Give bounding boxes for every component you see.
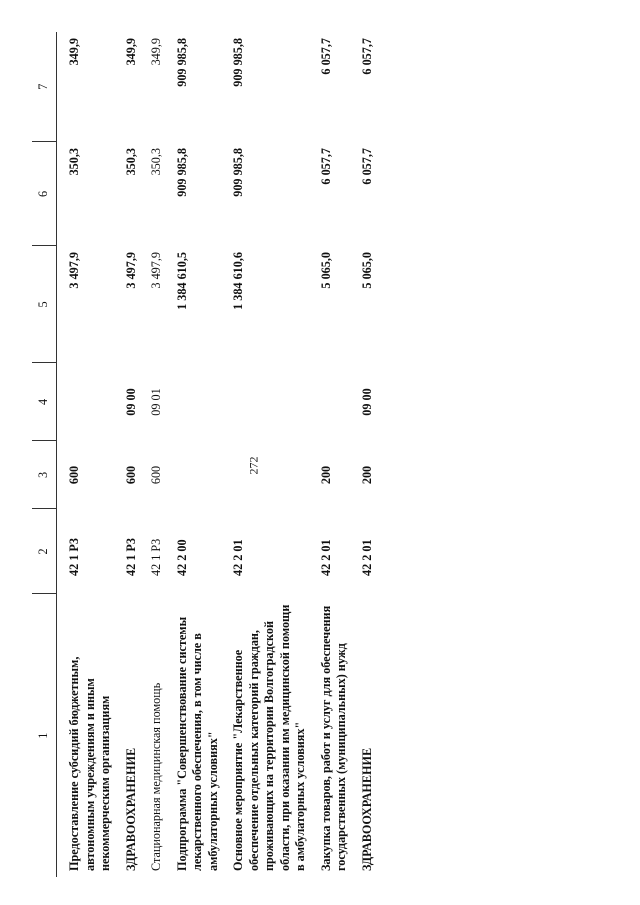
column-header: 5 [32, 246, 57, 363]
row-name: Подпрограмма "Совершенствование системы лекарственного обеспечения, в том числе в амбулаторных условиях" [174, 616, 220, 871]
row-csr: 42 2 01 [359, 539, 374, 576]
row-csr: 42 1 Р3 [123, 538, 138, 576]
budget-table [32, 32, 375, 877]
table-row [231, 32, 309, 877]
row-value-7: 349,9 [123, 38, 138, 66]
table-row [360, 32, 376, 877]
table-row [175, 32, 222, 877]
rotated-sheet [32, 32, 607, 877]
row-rzpr: 09 01 [149, 388, 163, 416]
row-value-7: 349,9 [149, 38, 163, 66]
row-csr: 42 1 Р3 [149, 538, 163, 576]
table-row [67, 32, 114, 877]
row-name: ЗДРАВООХРАНЕНИЕ [359, 747, 374, 871]
row-value-5: 5 065,0 [359, 252, 374, 289]
row-value-5: 1 384 610,6 [231, 252, 245, 310]
row-value-7: 349,9 [67, 38, 81, 66]
row-rzpr [67, 363, 114, 441]
table-body [57, 32, 376, 877]
row-value-5: 3 497,9 [123, 252, 138, 289]
row-value-7: 6 057,7 [359, 38, 374, 75]
column-header: 4 [32, 363, 57, 441]
row-value-6: 909 985,8 [231, 148, 245, 197]
column-header: 1 [32, 594, 57, 877]
row-vr: 200 [318, 465, 333, 485]
row-vr: 600 [149, 465, 163, 485]
row-name: Основное мероприятие "Лекарственное обеспечение отдельных категорий граждан, проживающих на территории Волгоградской области, при оказании им медицинской помощи в амбулаторных условиях" [231, 604, 307, 871]
row-rzpr [231, 363, 309, 441]
row-name: Закупка товаров, работ и услуг для обеспечения государственных (муниципальных) нужд [318, 605, 348, 871]
row-rzpr [319, 363, 350, 441]
row-name: ЗДРАВООХРАНЕНИЕ [123, 747, 138, 871]
row-value-7: 909 985,8 [231, 38, 245, 87]
row-csr: 42 2 00 [174, 539, 189, 576]
column-number-row [32, 32, 57, 877]
row-csr: 42 1 Р3 [67, 538, 81, 576]
row-value-7: 909 985,8 [174, 38, 189, 87]
row-vr: 600 [67, 465, 81, 485]
row-value-6: 6 057,7 [359, 148, 374, 185]
row-vr [175, 441, 222, 509]
row-value-7: 6 057,7 [318, 38, 333, 75]
row-vr: 600 [123, 465, 138, 485]
row-rzpr: 09 00 [123, 388, 138, 416]
row-value-5: 3 497,9 [67, 252, 81, 289]
row-value-6: 909 985,8 [174, 148, 189, 197]
row-name: Предоставление субсидий бюджетным, автономным учреждениям и иным некоммерческим организациям [67, 656, 112, 871]
row-vr [231, 441, 309, 509]
row-value-6: 350,3 [149, 148, 163, 176]
row-value-5: 5 065,0 [318, 252, 333, 289]
column-header: 6 [32, 142, 57, 246]
column-header: 7 [32, 32, 57, 142]
table-row [124, 32, 140, 877]
column-header: 3 [32, 441, 57, 509]
row-vr: 200 [359, 465, 374, 485]
row-value-6: 350,3 [123, 148, 138, 176]
row-rzpr [175, 363, 222, 441]
page-number: 272 [246, 456, 261, 475]
row-value-5: 1 384 610,5 [174, 252, 189, 310]
row-csr: 42 2 01 [318, 539, 333, 576]
row-rzpr: 09 00 [359, 388, 374, 416]
row-name: Стационарная медицинская помощь [149, 682, 163, 871]
table-row [319, 32, 350, 877]
row-csr: 42 2 01 [231, 539, 245, 576]
row-value-6: 6 057,7 [318, 148, 333, 185]
row-value-5: 3 497,9 [149, 252, 163, 289]
column-header: 2 [32, 509, 57, 594]
row-value-6: 350,3 [67, 148, 81, 176]
table-row [149, 32, 165, 877]
